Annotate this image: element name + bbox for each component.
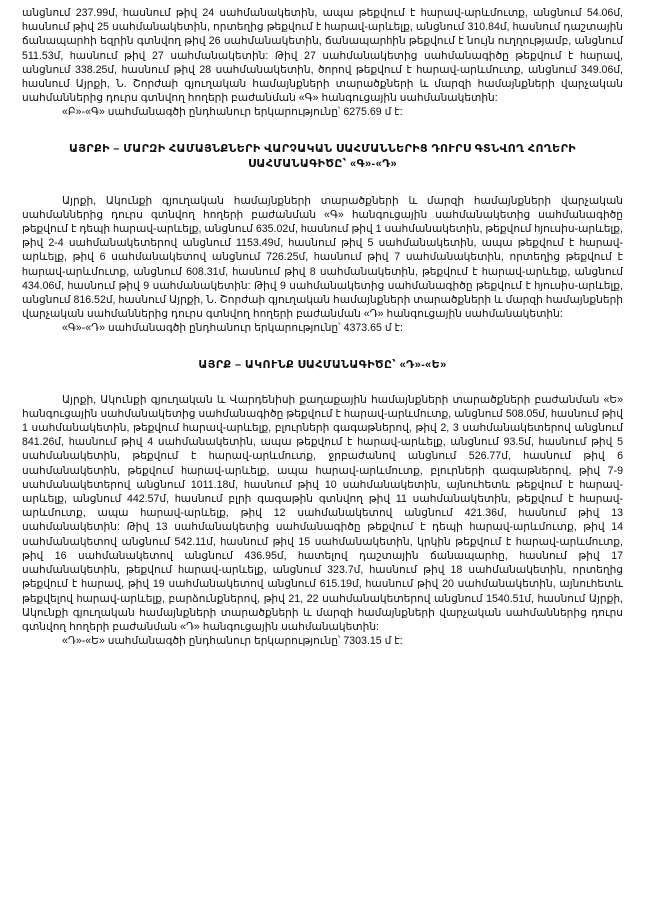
section-3-paragraph: Այրքի, Ակունքի գյուղական համայնքների տարածքների և մարզի համայնքների վարչական սահմաններից դուրս գտնվող հողերի բաժանման «Գ» հանգուցային սահմանակետից սահմանագիծը թեքվում է դեպի hարավ-արևելք, անցնում 635.02մ, hասնում թիվ 1 սահմանակետին, թեքվում hյուսիս-արևելք, թիվ 2-4 սահմանակետերով անցնում 1153.49մ, hասնում թիվ 5 սահմանակետին, ապա թեքվում է hարավ-արևելք, թիվ 6 սահմանակետով անցնում 726.25մ, hասնում թիվ 7 սահմանակետին, որտեղից թեքվում է hարավ-արևմուտք, անցնում 608.31մ, hասնում թիվ 8 սահմանակետին, թեքվում է hարավ-արևելք, անցնում 434.06մ, hասնում թիվ 9 սահմանակետին: Թիվ 9 սահմանակետից սահմանագիծը թեքվում է hյուսիս-արևելք, անցնում 816.52մ, hասնում Այրքի, Ն. Շորժաի գյուղական համայնքների տարածքների և մարզի համայնքների վարչական սահմաններից դուրս գտնվող հողերի բաժանման «Դ» հանգուցային սահմանակետին: — [22, 194, 623, 321]
section-4-paragraph: Այրքի, Ակունքի գյուղական և Վարդենիսի քաղաքային համայնքների տարածքների բաժանման «Ե» հանգուցային սահմանակետից սահմանագիծը թեքվում է hարավ-արևմուտք, անցնում 508.05մ, hասնում թիվ 1 սահմանակետին, թեքվում hարավ-արևելք, բլուրների գագաթներով, թիվ 2, 3 սահմանակետերով անցնում 841.26մ, hասնում թիվ 4 սահմանակետին, ապա թեքվում է hարավ-արևելք, անցնում 93.5մ, hասնում թիվ 5 սահմանակետին, թեքվում է hարավ-արևմուտք, ջրբաժանով անցնում 526.77մ, hասնում թիվ 6 սահմանակետին, թեքվում hարավ-արևելք, ապա hարավ-արևմուտք, բլուրների գագաթներով, թիվ 7-9 սահմանակետերով անցնում 1011.18մ, hասնում թիվ 10 սահմանակետին, այնուհետև թեքվում է hարավ-արևելք, անցնում 442.57մ, hասնում բլրի գագաթին գտնվող թիվ 11 սահմանակետին, թեքվում է hարավ-արևմուտք, ապա hարավ-արևելք, թիվ 12 սահմանակետով անցնում 421.36մ, hասնում թիվ 13 սահմանակետին: Թիվ 13 սահմանակետից սահմանագիծը թեքվում է դեպի hարավ-արևմուտք, թիվ 14 սահմանակետով անցնում 542.11մ, hասնում թիվ 15 սահմանակետին, կրկին թեքվում է hարավ-արևմուտք, թիվ 16 սահմանակետով անցնում 436.95մ, hատելով դաշտային ճանապարհը, hասնում թիվ 17 սահմանակետին, թեքվում hարավ-արևելք, անցնում 323.7մ, hասնում թիվ 18 սահմանակետին, որտեղից թեքվում է hարավ, թիվ 19 սահմանակետով անցնում 615.19մ, hասնում թիվ 20 սահմանակետին, այնուհետև թեքվելով hարավ-արևելք, բարձունքներով, թիվ 21, 22 սահմանակետերով անցնում 1540.51մ, hասնում Այրքի, Ակունքի գյուղական համայնքների տարածքների և մարզի համայնքների վարչական սահմաններից դուրս գտնվող հողերի բաժանման «Դ» հանգուցային սահմանակետին: — [22, 393, 623, 633]
section-2-paragraph: անցնում 237.99մ, hասնում թիվ 24 սահմանակետին, ապա թեքվում է hարավ-արևմուտք, անցնում 54.06մ, hասնում թիվ 25 սահմանակետին, որտեղից թեքվում է hարավ-արևելք, անցնում 310.84մ, hասնում դաշտային ճանապարհի եզրին գտնվող թիվ 26 սահմանակետին, ճանապարhին թեքվում է նույն ուղղությամբ, անցնում 511.53մ, hասնում թիվ 27 սահմանակետին: Թիվ 27 սահմանակետից սահմանագիծը թեքվում է hարավ, անցնում 338.25մ, hասնում թիվ 28 սահմանակետին, ծորով թեքվում է hարավ-արևմուտք, անցնում 349.06մ, hասնում Այրքի, Ն. Շորժաի գյուղական համայնքների տարածքների և մարզի համայնքների վարչական սահմաններից դուրս գտնվող հողերի բաժանման «Գ» հանգուցային սահմանակետին: — [22, 7, 623, 105]
section-4-heading: ԱՅՐՔ – ԱԿՈՒՆՔ ՍԱՀՄԱՆԱԳԻԾԸ՝ «Դ»-«Ե» — [198, 358, 447, 371]
section-3-total-length: «Գ»-«Դ» սահմանագծի ընդհանուր երկարությունը՝ 4373.65 մ է: — [62, 322, 403, 335]
section-2-total-length: «Բ»-«Գ» սահմանագծի ընդհանուր երկարությունը՝ 6275.69 մ է: — [62, 106, 403, 119]
section-4-total-length: «Դ»-«Ե» սահմանագծի ընդհանուր երկարությունը՝ 7303.15 մ է: — [62, 635, 403, 648]
section-3-heading: ԱՅՐՔԻ – ՄԱՐԶԻ ՀԱՄԱՅՆՔՆԵՐԻ ՎԱՐՉԱԿԱՆ ՍԱՀՄԱՆՆԵՐԻՑ ԴՈՒՐՍ ԳՏՆՎՈՂ ՀՈՂԵՐԻ ՍԱՀՄԱՆԱԳԻԾԸ՝ «Գ»-«Դ» — [68, 142, 577, 170]
